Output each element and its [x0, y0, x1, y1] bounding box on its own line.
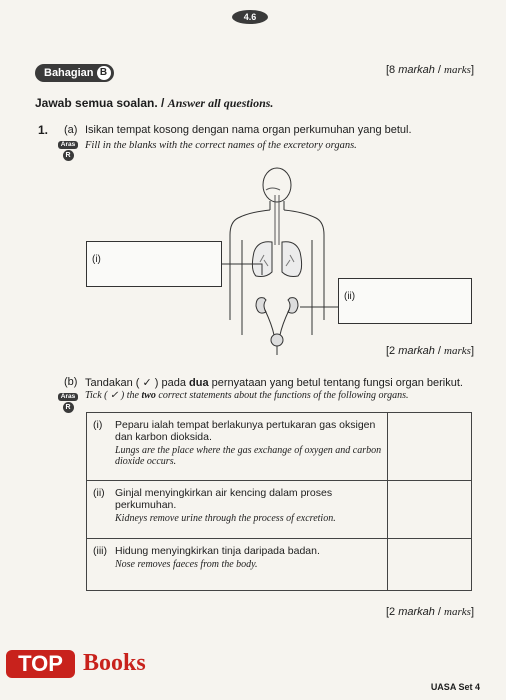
part-b-malay: Tandakan ( ✓ ) pada dua pernyataan yang betul tentang fungsi organ berikut. — [85, 377, 463, 389]
answer-blank-i[interactable]: (i) — [86, 241, 222, 287]
tick-box-ii[interactable] — [388, 481, 472, 539]
footer-set-label: UASA Set 4 — [430, 682, 480, 692]
statements-table — [86, 412, 472, 591]
page-number: 4.6 — [232, 10, 268, 24]
section-marks: [8 markah / marks] — [385, 64, 474, 76]
statement-row: (ii) Ginjal menyingkirkan air kencing dalam proses perkumuhan. Kidneys remove urine through the process of excretion. — [87, 481, 472, 539]
part-a-english: Fill in the blanks with the correct names of the excretory organs. — [85, 140, 357, 151]
answer-blank-ii[interactable]: (ii) — [338, 278, 472, 324]
tick-box-iii[interactable] — [388, 539, 472, 591]
part-b-marks: [2 markah / marks] — [385, 606, 474, 618]
part-a-malay: Isikan tempat kosong dengan nama organ perkumuhan yang betul. — [85, 124, 412, 136]
aras-badge-a: Aras R — [58, 141, 78, 161]
part-a-label: (a) — [64, 124, 78, 136]
question-number: 1. — [38, 123, 49, 137]
topbooks-logo-books: Books — [83, 650, 146, 676]
part-b-label: (b) — [64, 376, 78, 388]
part-b-english: Tick ( ✓ ) the two correct statements about the functions of the following organs. — [85, 390, 409, 401]
statement-row: (iii) Hidung menyingkirkan tinja daripada badan. Nose removes faeces from the body. — [87, 539, 472, 591]
statement-row: (i) Peparu ialah tempat berlakunya pertukaran gas oksigen dan karbon dioksida. Lungs are the place where the gas exchange of oxygen and carbon dioxide occurs. — [87, 413, 472, 481]
section-label: Bahagian — [44, 67, 94, 79]
part-a-marks: [2 markah / marks] — [385, 345, 474, 357]
tick-box-i[interactable] — [388, 413, 472, 481]
section-letter: B — [97, 66, 111, 80]
topbooks-logo-top: TOP — [6, 650, 75, 678]
instruction: Jawab semua soalan. / Answer all questions. — [35, 96, 274, 110]
aras-badge-b: Aras R — [58, 393, 78, 413]
